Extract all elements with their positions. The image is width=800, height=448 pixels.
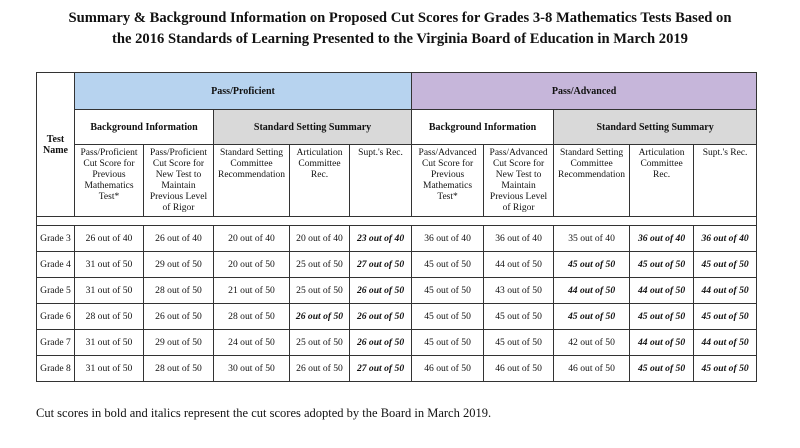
- title-line-1: Summary & Background Information on Proposed Cut Scores for Grades 3-8 Mathematics Tests Based on: [68, 10, 732, 26]
- adopted-cut-score-cell: 44 out of 50: [554, 278, 630, 304]
- adopted-cut-score-cell: 36 out of 40: [630, 226, 694, 252]
- cut-score-cell: 45 out of 50: [484, 304, 554, 330]
- cut-score-cell: 45 out of 50: [484, 330, 554, 356]
- table-row: [37, 278, 757, 304]
- cut-score-cell: 45 out of 50: [412, 252, 484, 278]
- cut-score-cell: 35 out of 40: [554, 226, 630, 252]
- cut-score-cell: 25 out of 50: [290, 278, 350, 304]
- adopted-cut-score-cell: 45 out of 50: [554, 252, 630, 278]
- cut-score-cell: 20 out of 40: [290, 226, 350, 252]
- adopted-cut-score-cell: 26 out of 50: [350, 278, 412, 304]
- footnote: Cut scores in bold and italics represent the cut scores adopted by the Board in March 2019.: [36, 406, 492, 420]
- advanced-background-header: Background Information: [412, 110, 554, 145]
- proficient-background-header: Background Information: [75, 110, 214, 145]
- column-header: Pass/Advanced Cut Score for Previous Mathematics Test*: [412, 145, 484, 217]
- pass-advanced-header: Pass/Advanced: [412, 73, 757, 110]
- cut-score-cell: 24 out of 50: [214, 330, 290, 356]
- cut-score-cell: 31 out of 50: [75, 278, 144, 304]
- adopted-cut-score-cell: 26 out of 50: [350, 330, 412, 356]
- cut-score-cell: 46 out of 50: [412, 356, 484, 382]
- table-body: [37, 217, 757, 382]
- adopted-cut-score-cell: 45 out of 50: [630, 252, 694, 278]
- cut-score-cell: 26 out of 40: [75, 226, 144, 252]
- cut-score-cell: 46 out of 50: [484, 356, 554, 382]
- cut-score-cell: 28 out of 50: [214, 304, 290, 330]
- cut-score-cell: 31 out of 50: [75, 252, 144, 278]
- column-header: Pass/Advanced Cut Score for New Test to Maintain Previous Level of Rigor: [484, 145, 554, 217]
- cut-score-cell: 28 out of 50: [75, 304, 144, 330]
- table-row: [37, 356, 757, 382]
- adopted-cut-score-cell: 27 out of 50: [350, 356, 412, 382]
- cut-score-cell: 29 out of 50: [144, 330, 214, 356]
- cut-score-cell: 20 out of 40: [214, 226, 290, 252]
- adopted-cut-score-cell: 23 out of 40: [350, 226, 412, 252]
- column-header: Pass/Proficient Cut Score for Previous Mathematics Test*: [75, 145, 144, 217]
- cut-score-cell: 30 out of 50: [214, 356, 290, 382]
- column-header: Articulation Committee Rec.: [290, 145, 350, 217]
- grade-cell: Grade 7: [37, 330, 75, 356]
- table-row: [37, 226, 757, 252]
- cut-score-cell: 28 out of 50: [144, 356, 214, 382]
- cut-score-cell: 45 out of 50: [412, 278, 484, 304]
- cut-score-cell: 46 out of 50: [554, 356, 630, 382]
- cut-scores-table: [36, 72, 757, 382]
- cut-score-cell: 25 out of 50: [290, 330, 350, 356]
- grade-cell: Grade 5: [37, 278, 75, 304]
- adopted-cut-score-cell: 45 out of 50: [694, 252, 757, 278]
- table-row: [37, 252, 757, 278]
- adopted-cut-score-cell: 44 out of 50: [630, 278, 694, 304]
- grade-cell: Grade 3: [37, 226, 75, 252]
- column-header: Articulation Committee Rec.: [630, 145, 694, 217]
- cut-score-cell: 43 out of 50: [484, 278, 554, 304]
- adopted-cut-score-cell: 36 out of 40: [694, 226, 757, 252]
- adopted-cut-score-cell: 26 out of 50: [290, 304, 350, 330]
- grade-cell: Grade 4: [37, 252, 75, 278]
- cut-score-cell: 45 out of 50: [412, 304, 484, 330]
- cut-score-cell: 26 out of 50: [290, 356, 350, 382]
- column-header: Supt.'s Rec.: [350, 145, 412, 217]
- table-row: [37, 330, 757, 356]
- adopted-cut-score-cell: 45 out of 50: [630, 356, 694, 382]
- adopted-cut-score-cell: 45 out of 50: [630, 304, 694, 330]
- grade-cell: Grade 8: [37, 356, 75, 382]
- cut-score-cell: 31 out of 50: [75, 356, 144, 382]
- cut-score-cell: 36 out of 40: [484, 226, 554, 252]
- adopted-cut-score-cell: 26 out of 50: [350, 304, 412, 330]
- column-header: Supt.'s Rec.: [694, 145, 757, 217]
- column-header: Standard Setting Committee Recommendation: [214, 145, 290, 217]
- cut-score-cell: 31 out of 50: [75, 330, 144, 356]
- title-line-2: the 2016 Standards of Learning Presented to the Virginia Board of Education in March 2019: [112, 31, 688, 47]
- proficient-standard-setting-header: Standard Setting Summary: [214, 110, 412, 145]
- column-header: Standard Setting Committee Recommendation: [554, 145, 630, 217]
- advanced-standard-setting-header: Standard Setting Summary: [554, 110, 757, 145]
- grade-cell: Grade 6: [37, 304, 75, 330]
- adopted-cut-score-cell: 45 out of 50: [554, 304, 630, 330]
- cut-score-cell: 45 out of 50: [412, 330, 484, 356]
- cut-score-cell: 26 out of 40: [144, 226, 214, 252]
- cut-score-cell: 29 out of 50: [144, 252, 214, 278]
- cut-score-cell: 21 out of 50: [214, 278, 290, 304]
- cut-score-cell: 28 out of 50: [144, 278, 214, 304]
- adopted-cut-score-cell: 45 out of 50: [694, 356, 757, 382]
- document-title: [0, 8, 800, 50]
- spacer-row: [37, 217, 757, 226]
- cut-score-cell: 44 out of 50: [484, 252, 554, 278]
- cut-score-cell: 26 out of 50: [144, 304, 214, 330]
- cut-score-cell: 20 out of 50: [214, 252, 290, 278]
- table-row: [37, 304, 757, 330]
- adopted-cut-score-cell: 44 out of 50: [630, 330, 694, 356]
- cut-score-cell: 36 out of 40: [412, 226, 484, 252]
- adopted-cut-score-cell: 44 out of 50: [694, 278, 757, 304]
- cut-score-cell: 25 out of 50: [290, 252, 350, 278]
- adopted-cut-score-cell: 44 out of 50: [694, 330, 757, 356]
- cut-score-cell: 42 out of 50: [554, 330, 630, 356]
- pass-proficient-header: Pass/Proficient: [75, 73, 412, 110]
- column-header: Pass/Proficient Cut Score for New Test to Maintain Previous Level of Rigor: [144, 145, 214, 217]
- adopted-cut-score-cell: 45 out of 50: [694, 304, 757, 330]
- test-name-header: Test Name: [37, 73, 75, 217]
- spacer-cell: [37, 217, 757, 226]
- adopted-cut-score-cell: 27 out of 50: [350, 252, 412, 278]
